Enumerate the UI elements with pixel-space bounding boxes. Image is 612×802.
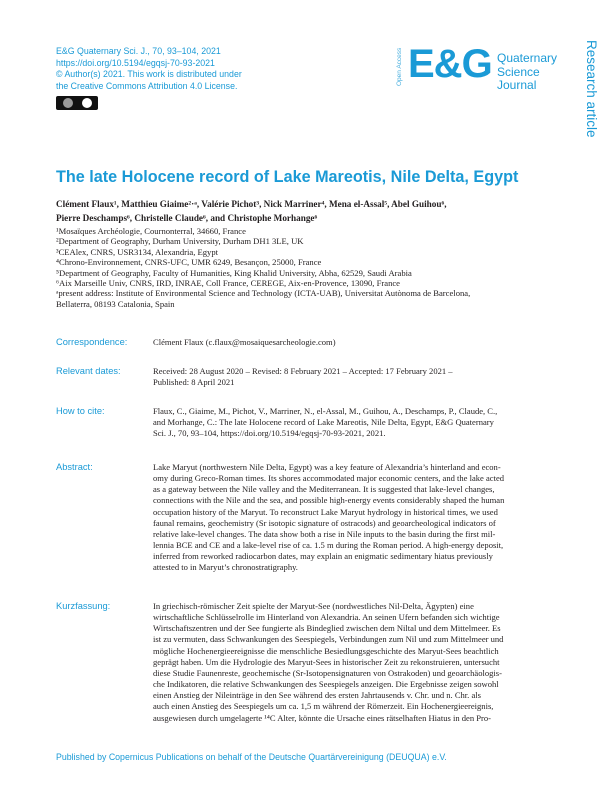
cite-line: Flaux, C., Giaime, M., Pichot, V., Marriner, N., el-Assal, M., Guihou, A., Deschamps, P., Claude, C.,: [153, 406, 498, 416]
abstract-line: inferred from reworked radiocarbon dates, may explain an enigmatic sedimentary hiatus previously: [153, 551, 493, 562]
author-list: [56, 198, 556, 226]
eg-logo-mark: E&G: [408, 42, 492, 86]
affiliation: ³CEAlex, CNRS, USR3134, Alexandria, Egypt: [56, 246, 219, 257]
journal-citation-line: E&G Quaternary Sci. J., 70, 93–104, 2021: [56, 46, 221, 56]
cc-by-license-icon[interactable]: [56, 96, 98, 110]
relevant-dates-text: [153, 366, 555, 388]
abstract-line: omy during Greco-Roman times. Its shores accommodated major economic centers, and the lake acted: [153, 473, 505, 484]
author-line: Pierre Deschamps⁶, Christelle Claude⁶, and Christophe Morhange⁶: [56, 212, 318, 223]
doi-link[interactable]: https://doi.org/10.5194/egqsj-70-93-2021: [56, 57, 215, 68]
kurzfassung-line: ist zu vermuten, dass Schwankungen des Seespiegels, Verbindungen zum Nil und zum Mittelmeer und: [153, 634, 504, 645]
affiliation: ²Department of Geography, Durham University, Durham DH1 3LE, UK: [56, 236, 304, 247]
how-to-cite-label: How to cite:: [56, 406, 105, 416]
correspondence-line[interactable]: Clément Flaux (c.flaux@mosaiquesarcheologie.com): [153, 337, 336, 347]
affiliation: ⁵Department of Geography, Faculty of Humanities, King Khalid University, Abha, 62529, Saudi Arabia: [56, 267, 412, 278]
abstract-line: connections with the Nile and the sea, and possible high-energy events considerably shaped the human: [153, 495, 505, 506]
cite-line: Sci. J., 70, 93–104, https://doi.org/10.5194/egqsj-70-93-2021, 2021.: [153, 428, 386, 439]
abstract-line: faunal remains, geochemistry (Sr isotopic signature of ostracods) and geoarcheological indicators of: [153, 517, 496, 528]
paper-title: The late Holocene record of Lake Mareotis, Nile Delta, Egypt: [56, 168, 519, 186]
journal-header: [56, 46, 242, 92]
kurzfassung-label: Kurzfassung:: [56, 601, 111, 611]
affiliation: ⁶Aix Marseille Univ, CNRS, IRD, INRAE, Coll France, CEREGE, Aix-en-Provence, 13090, France: [56, 278, 400, 289]
logo-name-line: Quaternary: [497, 51, 558, 65]
abstract-line: attested to in Maryut’s chronostratigraphy.: [153, 562, 298, 573]
dates-line: Received: 28 August 2020 – Revised: 8 February 2021 – Accepted: 17 February 2021 –: [153, 366, 453, 376]
affiliation: ⁴Chrono-Environnement, CNRS-UFC, UMR 6249, Besançon, 25000, France: [56, 257, 322, 268]
affiliation: ᵃpresent address: Institute of Environmental Science and Technology (ICTA-UAB), Universitat Autònoma de Barcelona,: [56, 288, 471, 299]
kurzfassung-line: wirtschaftliche Schlüsselrolle im Hinterland von Alexandria. An seinen Ufern befanden sich wichtige: [153, 612, 500, 623]
kurzfassung-line: einen Anstieg der Nileinträge in den See während des ersten Jahrtausends v. Chr. und n. Chr. als: [153, 690, 481, 701]
correspondence-label: Correspondence:: [56, 337, 128, 347]
kurzfassung-line: ausgewiesen durch umgelagerte ¹⁴C Alter, könnte die Ursache eines rätselhaften Hiatus in den Pro-: [153, 712, 491, 723]
cite-line: and Morhange, C.: The late Holocene record of Lake Mareotis, Nile Delta, Egypt, E&G Quaternary: [153, 417, 494, 428]
abstract-line: Lake Maryut (northwestern Nile Delta, Egypt) was a key feature of Alexandria’s hinterland and econ-: [153, 462, 501, 472]
kurzfassung-line: In griechisch-römischer Zeit spielte der Maryut-See (nordwestliches Nil-Delta, Ägypten) eine: [153, 601, 474, 611]
abstract-label: Abstract:: [56, 462, 93, 472]
kurzfassung-line: che Indikatoren, die relative Schwankungen des Seespiegels anzeigen. Die Ergebnisse zeigen sowohl: [153, 679, 499, 690]
author-line: Clément Flaux¹, Matthieu Giaime²·ᵃ, Valérie Pichot³, Nick Marriner⁴, Mena el-Assal⁵, Abel Guihou⁶,: [56, 199, 447, 209]
publisher-footer[interactable]: Published by Copernicus Publications on behalf of the Deutsche Quartärvereinigung (DEUQUA) e.V.: [56, 752, 447, 762]
kurzfassung-text: [153, 601, 555, 724]
abstract-line: relative lake-level changes. The data show both a rise in Nile inputs to the basin during the first mil-: [153, 528, 496, 539]
kurzfassung-line: geprägt haben. Um die Hydrologie des Maryut-Sees in historischer Zeit zu rekonstruieren, untersucht: [153, 656, 500, 667]
correspondence-text: [153, 337, 555, 348]
open-access-label: Open Access: [396, 47, 403, 86]
license-line[interactable]: the Creative Commons Attribution 4.0 License.: [56, 80, 238, 91]
kurzfassung-line: diese Studie Faunenreste, geochemische (Sr-Isotopensignaturen von Ostrakoden) und geoarchäologis-: [153, 667, 502, 678]
relevant-dates-label: Relevant dates:: [56, 366, 121, 376]
affiliation: ¹Mosaïques Archéologie, Cournonterral, 34660, France: [56, 226, 246, 236]
kurzfassung-line: mögliche Hochenergieereignisse die menschliche Besiedlungsgeschichte des Maryut-Sees beachtlich: [153, 645, 499, 656]
journal-logo-name: [497, 52, 557, 93]
abstract-line: as a gateway between the Nile valley and the Mediterranean. It is suggested that lake-level changes,: [153, 484, 495, 495]
affiliation-list: [56, 226, 556, 309]
affiliation: Bellaterra, 08193 Catalonia, Spain: [56, 298, 175, 309]
kurzfassung-line: Wirtschaftszentren und der See fungierte als Bindeglied zwischen dem Niltal und dem Mittelmeer. Es: [153, 623, 501, 634]
dates-line: Published: 8 April 2021: [153, 377, 235, 388]
kurzfassung-line: auch einen Anstieg des Seespiegels um ca. 1,5 m während der Römerzeit. Ein Hochenergieereignis,: [153, 701, 494, 712]
logo-name-line: Science: [497, 64, 540, 79]
copyright-line: © Author(s) 2021. This work is distributed under: [56, 69, 242, 80]
abstract-line: lennia BCE and CE and a lake-level rise of ca. 1.5 m during the Roman period. A high-energy deposit,: [153, 540, 504, 551]
how-to-cite-text: [153, 406, 555, 439]
article-type-label: Research article: [584, 40, 599, 138]
abstract-text: [153, 462, 555, 574]
abstract-line: occupation history of the Maryut. To reconstruct Lake Maryut hydrology in historical times, we used: [153, 506, 498, 517]
logo-name-line: Journal: [497, 78, 537, 92]
